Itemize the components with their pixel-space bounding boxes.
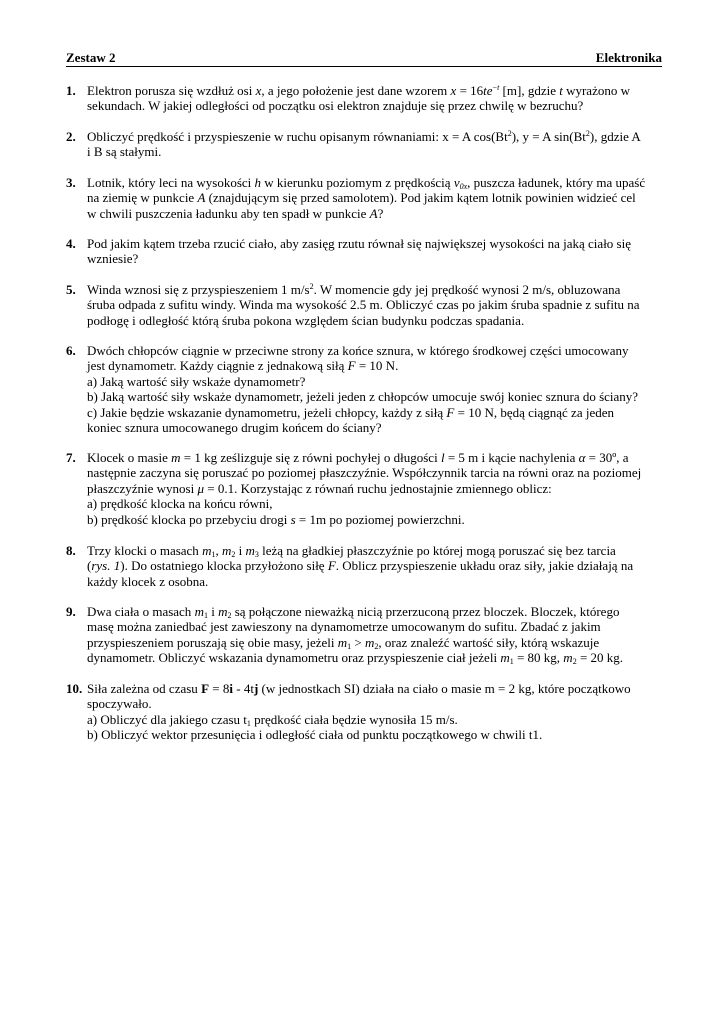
problem-10 bbox=[66, 681, 662, 743]
problem-text: Obliczyć prędkość i przyspieszenie w ruchu opisanym równaniami: x = A cos(Bt$^2$), y = A sin(Bt$^2$), gdzie A i B są stałymi. bbox=[87, 129, 641, 160]
problem-text: Lotnik, który leci na wysokości h w kierunku poziomym z prędkością $v_{0x}$, puszcza ładunek, który ma upaść na ziemię w punkcie A (znajdującym się przed samolotem). Pod jakim kątem lotnik powinien widzieć cel w chwili puszczenia ładunku aby ten spadł w punkcie A? bbox=[87, 175, 646, 221]
problem-number: 2. bbox=[66, 129, 76, 144]
problem-number: 1. bbox=[66, 83, 76, 98]
header-subject: Elektronika bbox=[595, 50, 662, 65]
problem-text: Winda wznosi się z przyspieszeniem 1 $m/s^2$. W momencie gdy jej prędkość wynosi 2 m/s, obluzowana śruba odpada z sufitu windy. Winda ma wysokość 2.5 m. Obliczyć czas po jakim śruba spadnie z sufitu na podłogę i odległość którą śruba pokona względem ścian budynku podczas spadania. bbox=[87, 282, 640, 328]
problem-number: 7. bbox=[66, 450, 76, 465]
problem-text: Siła zależna od czasu F = 8i - 4tj (w jednostkach SI) działa na ciało o masie m = 2 kg, które początkowo spoczywało. a) Obliczyć dla jakiego czasu $t_1$ prędkość ciała będzie wynosiła 15 m/s. b) Obliczyć wektor przesunięcia i odległość ciała od punktu początkowego w chwili t1. bbox=[87, 681, 631, 743]
problem-3 bbox=[66, 175, 662, 221]
problem-6 bbox=[66, 343, 662, 435]
problem-text: Dwa ciała o masach $m_1$ i $m_2$ są połączone nieważką nicią przerzuconą przez bloczek. Bloczek, którego masę można zaniedbać jest zawieszony na dynamometrze umocowanym do sufitu. Zbadać z jakim przyspieszeniem poruszają się obie masy, jeżeli $m_1 > m_2$, oraz znaleźć wartość siły, którą wskazuje dynamometr. Obliczyć wskazania dynamometru oraz przyspieszenie ciał jeżeli $m_1 = 80$ kg, $m_2 = 20$ kg. bbox=[87, 604, 624, 667]
problem-number: 4. bbox=[66, 236, 76, 251]
problem-text: Trzy klocki o masach $m_1$, $m_2$ i $m_3$ leżą na gładkiej płaszczyźnie po której mogą poruszać się bez tarcia (rys. 1). Do ostatniego klocka przyłożono siłę F. Oblicz przyspieszenie układu oraz siły, jakie działają na każdy klocek z osobna. bbox=[87, 543, 634, 589]
problem-1 bbox=[66, 83, 662, 114]
problem-number: 10. bbox=[66, 681, 83, 696]
problem-number: 9. bbox=[66, 604, 76, 619]
problem-2 bbox=[66, 129, 662, 160]
problem-8 bbox=[66, 543, 662, 589]
problem-5 bbox=[66, 282, 662, 328]
problem-text: Dwóch chłopców ciągnie w przeciwne strony za końce sznura, w którego środkowej części umocowany jest dynamometr. Każdy ciągnie z jednakową siłą F = 10 N. a) Jaką wartość siły wskaże dynamometr? b) Jaką wartość siły wskaże dynamometr, jeżeli jeden z chłopców umocuje swój koniec sznura do ściany? c) Jakie będzie wskazanie dynamometru, jeżeli chłopcy, każdy z siłą F = 10 N, będą ciągnąć za jeden koniec sznura umocowanego drugim końcem do ściany? bbox=[87, 343, 639, 436]
header-set-title: Zestaw 2 bbox=[66, 50, 116, 65]
problem-text: Elektron porusza się wzdłuż osi x, a jego położenie jest dane wzorem $x = 16te^{-t}$ [m], gdzie t wyrażono w sekundach. W jakiej odległości od początku osi elektron znajduje się przez chwilę w bezruchu? bbox=[87, 83, 630, 114]
problem-7 bbox=[66, 450, 662, 527]
problem-text: Klocek o masie m = 1 kg ześlizguje się z równi pochyłej o długości l = 5 m i kącie nachylenia α = 30º, a następnie zaczyna się poruszać po poziomej płaszczyźnie. Współczynnik tarcia na równi oraz na poziomej płaszczyźnie wynosi μ = 0.1. Korzystając z równań ruchu jednostajnie zmiennego oblicz: a) prędkość klocka na końcu równi, b) prędkość klocka po przebyciu drogi s = 1m po poziomej powierzchni. bbox=[87, 450, 642, 527]
problem-9 bbox=[66, 604, 662, 666]
problem-number: 6. bbox=[66, 343, 76, 358]
page-header bbox=[66, 50, 662, 67]
problem-text: Pod jakim kątem trzeba rzucić ciało, aby zasięg rzutu równał się największej wysokości na jaką ciało się wzniesie? bbox=[87, 236, 631, 267]
problem-number: 5. bbox=[66, 282, 76, 297]
problem-number: 8. bbox=[66, 543, 76, 558]
problem-4 bbox=[66, 236, 662, 267]
problem-number: 3. bbox=[66, 175, 76, 190]
